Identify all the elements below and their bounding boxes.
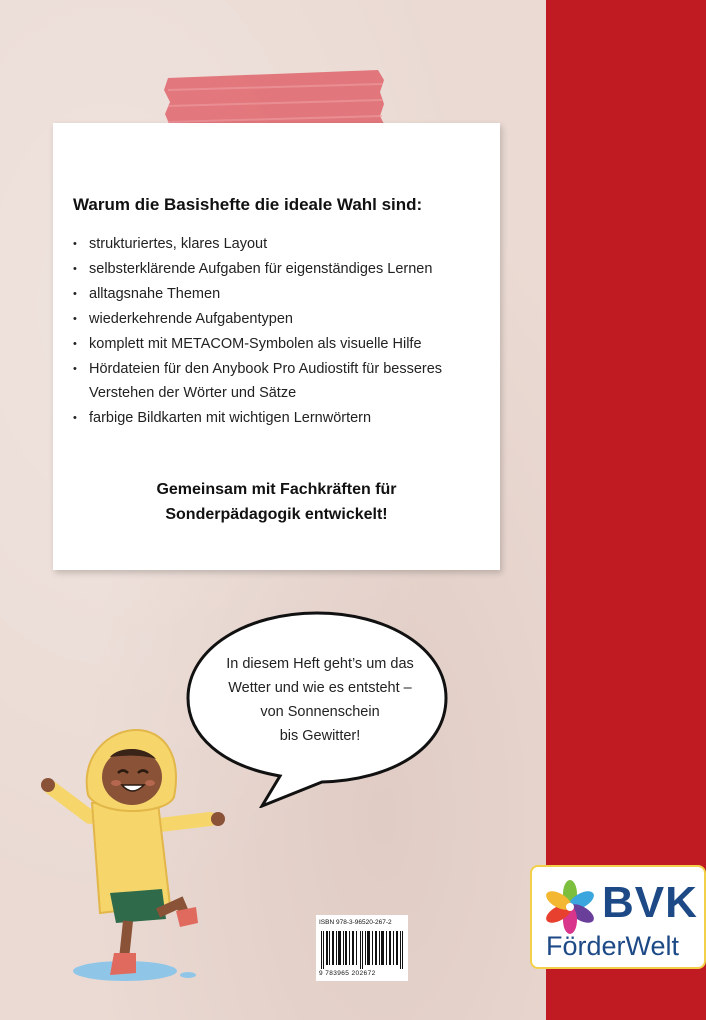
feature-item: • Hördateien für den Anybook Pro Audiostift für besseres Verstehen der Wörter und Sätze (73, 358, 493, 405)
bubble-line-4: bis Gewitter! (279, 728, 361, 744)
feature-item: • strukturiertes, klares Layout (73, 233, 493, 257)
isbn-barcode (316, 915, 408, 981)
feature-item: • selbsterklärende Aufgaben für eigenständiges Lernen (73, 258, 493, 282)
card-heading: Warum die Basishefte die ideale Wahl sind: (73, 195, 423, 214)
feature-item: • alltagsnahe Themen (73, 283, 493, 307)
feature-item: • wiederkehrende Aufgabentypen (73, 308, 493, 332)
info-card (53, 123, 500, 570)
bvk-logo (530, 865, 706, 969)
card-tagline (53, 477, 500, 527)
bubble-line-3: von Sonnenschein (260, 704, 380, 720)
flower-logo-icon (542, 879, 598, 935)
tagline-line-2: Sonderpädagogik entwickelt! (165, 506, 388, 523)
isbn-label: ISBN 978-3-96520-267-2 (319, 919, 392, 926)
logo-subtitle: FörderWelt (546, 931, 680, 961)
girl-in-raincoat-illustration (40, 725, 240, 985)
logo-brand: BVK (602, 878, 698, 927)
bubble-line-1: In diesem Heft geht’s um das (226, 656, 414, 672)
barcode-bars (319, 931, 405, 969)
feature-item: • komplett mit METACOM-Symbolen als visuelle Hilfe (73, 333, 493, 357)
tagline-line-1: Gemeinsam mit Fachkräften für (156, 481, 397, 498)
isbn-digits: 9 783965 202672 (319, 970, 376, 977)
feature-item: • farbige Bildkarten mit wichtigen Lernwörtern (73, 407, 493, 431)
bubble-line-2: Wetter und wie es entsteht – (228, 680, 412, 696)
feature-list (73, 233, 493, 432)
